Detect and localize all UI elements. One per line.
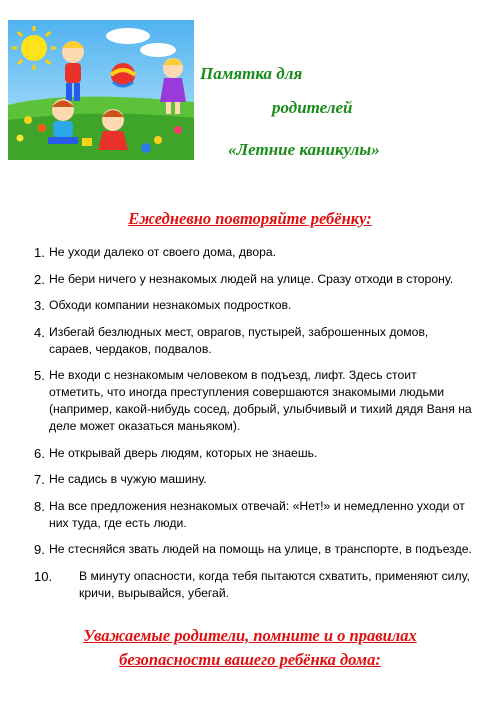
- list-item: [34, 367, 474, 435]
- item-number: 5.: [34, 368, 45, 383]
- item-text: Избегай безлюдных мест, оврагов, пустырей, заброшенных домов, сараев, чердаков, подвалов.: [49, 324, 429, 356]
- item-text: Не открывай дверь людям, которых не знаешь.: [49, 445, 318, 460]
- list-item: [34, 271, 474, 288]
- item-text: Не стесняйся звать людей на помощь на улице, в транспорте, в подъезде.: [49, 542, 472, 556]
- item-number: 2.: [34, 271, 45, 287]
- ball-icon: [111, 63, 135, 87]
- children-playing-illustration: [8, 20, 194, 160]
- item-text: Не входи с незнакомым человеком в подъезд, лифт. Здесь стоит отметить, что иногда преступления совершаются знакомыми людьми (например, какой-нибудь сосед, добрый, улыбчивый и тихий дядя Ваня на деле может оказаться маньяком).: [49, 368, 472, 433]
- item-number: 8.: [34, 498, 45, 514]
- item-text: На все предложения незнакомых отвечай: «Нет!» и немедленно уходи от них туда, где есть люди.: [49, 498, 465, 530]
- rules-list: [34, 244, 474, 611]
- list-item: [34, 498, 474, 532]
- title-line-2: родителей: [272, 98, 353, 117]
- footer-heading-line-1: Уважаемые родители, помните и о правилах: [83, 626, 417, 645]
- list-item: [34, 568, 474, 602]
- item-text: Обходи компании незнакомых подростков.: [49, 298, 292, 312]
- item-number: 10.: [34, 568, 53, 584]
- item-number: 9.: [34, 542, 45, 557]
- item-number: 7.: [34, 472, 45, 487]
- list-item: [34, 297, 474, 314]
- item-number: 3.: [34, 298, 45, 313]
- list-item: [34, 445, 474, 462]
- item-text: Не уходи далеко от своего дома, двора.: [49, 245, 277, 259]
- title-line-1: Памятка для: [200, 64, 303, 83]
- section-heading: Ежедневно повторяйте ребёнку:: [128, 209, 372, 228]
- title-line-3: «Летние каникулы»: [228, 140, 380, 159]
- item-number: 1.: [34, 245, 45, 260]
- item-text: Не бери ничего у незнакомых людей на улице. Сразу отходи в сторону.: [49, 271, 454, 286]
- item-number: 6.: [34, 445, 45, 461]
- item-text: Не садись в чужую машину.: [49, 472, 207, 486]
- list-item: [34, 541, 474, 558]
- footer-heading-line-2: безопасности вашего ребёнка дома:: [119, 650, 381, 669]
- item-text: В минуту опасности, когда тебя пытаются схватить, применяют силу, кричи, вырывайся, убегай.: [79, 568, 470, 600]
- list-item: [34, 471, 474, 488]
- list-item: [34, 244, 474, 261]
- list-item: [34, 324, 474, 358]
- item-number: 4.: [34, 324, 45, 340]
